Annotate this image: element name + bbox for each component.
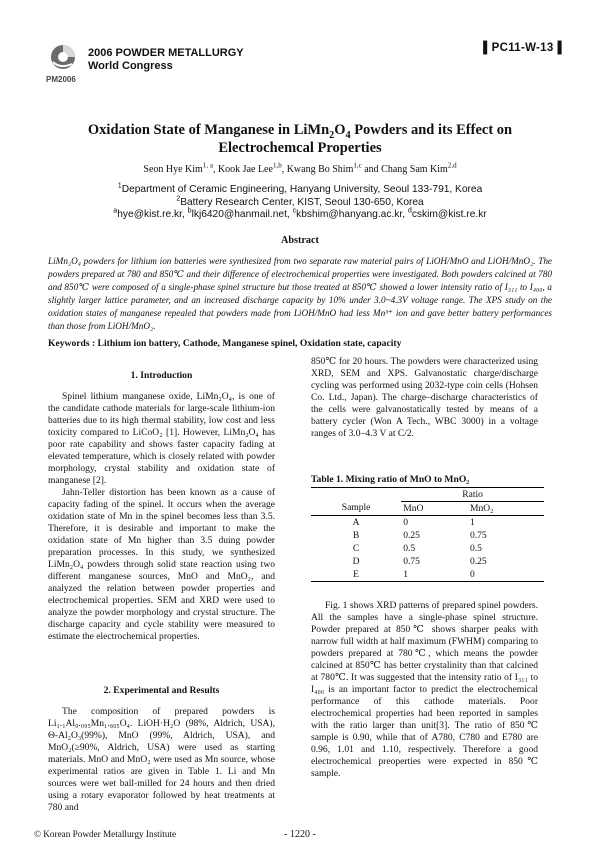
paper-title [40, 121, 560, 157]
email[interactable]: lkj6420@hanmail.net [191, 209, 287, 220]
author-name: Chang Sam Kim [381, 164, 448, 175]
email[interactable]: kbshim@hanyang.ac.kr [296, 209, 403, 220]
section-heading-experimental: 2. Experimental and Results [103, 685, 220, 696]
conference-line-2: World Congress [88, 60, 173, 72]
table-row: C 0.5 0.5 [352, 542, 482, 554]
conference-name [88, 47, 244, 73]
page-number: - 1220 - [284, 829, 316, 840]
author-sup: 1,c [353, 161, 362, 170]
affiliation-1: $^1$Department of Ceramic Engineering, Hanyang University, Seoul 133-791, Korea [117, 181, 483, 195]
email[interactable]: cskim@kist.re.kr [411, 209, 487, 220]
table-row: B 0.25 0.75 [352, 529, 487, 541]
logo-text: PM2006 [46, 75, 76, 84]
column-header: MnO [403, 502, 424, 514]
author-name: Kwang Bo Shim [286, 164, 354, 175]
table-row: D 0.75 0.25 [352, 555, 487, 567]
badge-bar-left: ▌ [483, 42, 492, 54]
intro-paragraph-1: Spinel lithium manganese oxide, LiMn₂O₄, is one of the candidate cathode materials for large-scale lithium-ion batteries due to its high thermal stability, low cost and less toxicity compared to LiCoO₂ [1]. However, LiMn₂O₄ has poor rate capability and shows faster capacity fading at elevated temperature, which is closely related with powder morphology, crystal stability and oxidation state of manganese [2]. [48, 391, 275, 486]
author-name: Seon Hye Kim [143, 164, 203, 175]
pm2006-logo-icon [46, 42, 86, 84]
footer-copyright: © Korean Powder Metallurgy Institute [34, 829, 177, 839]
affiliations [40, 181, 560, 222]
title-line-2: Electrochemcal Properties [218, 140, 382, 156]
author-sup: 2,d [447, 161, 457, 170]
table-caption: Table 1. Mixing ratio of MnO to MnO₂ [311, 474, 470, 485]
author-sup: 1,b [272, 161, 282, 170]
author-name: Kook Jae Lee [217, 164, 273, 175]
page-header [38, 42, 562, 88]
email-list: $^a$hye@kist.re.kr, $^b$lkj6420@hanmail.net, $^c$kbshim@hanyang.ac.kr, $^d$cskim@kist.re.kr [113, 206, 487, 220]
intro-paragraph-2: Jahn-Teller distortion has been known as a cause of capacity fading of the spinel. It occurs when the average oxidation state of Mn in the spinel becomes less than 3.5. Therefore, it is desirable and important to make the oxidation state of Mn higher than 3.5 duing powder preparation processes. In this study, we synthesized LiMn₂O₄ powders through solid state reaction using two different manganese sources, MnO and MnO₂, and analyzed the relation between powder properties and electrochemical properties. SEM and XRD were used to analyze the powder morphology and crystal structure. The discharge capacity and cycle stability were measured to estimate the electrochemical properties. [48, 487, 275, 642]
affiliation-2: $^2$Battery Research Center, KIST, Seoul 130-650, Korea [176, 194, 424, 208]
section-heading-introduction: 1. Introduction [130, 370, 193, 381]
experimental-paragraph-1: The composition of prepared powders is Li₁.₁Al₀.₀₉₅Mn₁.₈₀₅O₄. LiOH·H₂O (98%, Aldrich, USA), Θ-Al₂O₃(99%), MnO (99%, Aldrich, USA), and MnO₂(≥90%, Aldrich, USA) were used as starting materials. MnO and MnO₂ were used as Mn source, whose experimental ratios are given in Table 1. Li and Mn sources were wet ball-milled for 24 hours and then dried using a rotary evaporator followed by heat treatments at 780 and [48, 706, 275, 813]
abstract-text: LiMn₂O₄ powders for lithium ion batteries were synthesized from two separate raw material pairs of LiOH/MnO and LiOH/MnO₂. The powders prepared at 780 and 850℃ and their difference of electrochemical properties were investigated. Both powders calcined at 780 and 850℃ were composed of a single-phase spinel structure but those treated at 850℃ showed a lower intensity ratio of I₃₁₁ to I₄₀₀, a slightly larger lattice parameter, and an increased discharge capacity by 10% under 3.0~4.3V voltage range. The XPS study on the oxidation states of manganese repealed that powders made from LiOH/MnO had less Mn³⁺ ion and gave better battery performances than those from LiOH/MnO₂. [48, 256, 552, 331]
mixing-ratio-table [311, 487, 544, 582]
column-header: Sample [341, 502, 371, 514]
table-row: A 0 1 [311, 516, 544, 530]
abstract-heading: Abstract [281, 235, 319, 246]
author-sup: 1, a [202, 161, 213, 170]
column-header: MnO₂ [470, 502, 494, 514]
conference-line-1: 2006 POWDER METALLURGY [88, 47, 244, 59]
badge-bar-right: ▐ [553, 42, 562, 54]
paper-code-badge [483, 42, 562, 54]
email[interactable]: hye@kist.re.kr [117, 209, 182, 220]
author-list: Seon Hye Kim$^{1, a}$, Kook Jae Lee$^{1,b}$, Kwang Bo Shim$^{1,c}$ and Chang Sam Kim$^{2,d}$ [143, 161, 457, 175]
right-column [311, 356, 538, 780]
experimental-paragraph-continued: 850℃ for 20 hours. The powders were characterized using XRD, SEM and XPS. Galvanostatic charge/discharge cycling was performed using 2032-type coin cells (Hohsen Co. Ltd., Japan). The charge–discharge characteristics of the cells were galvanostatically tested by means of a battery cycler (Won A Tech., WBC 3000) in a voltage ranges of 3.0–4.3 V at C/2. [311, 356, 538, 439]
left-column [48, 354, 275, 814]
paper-code: PC11-W-13 [491, 42, 554, 54]
results-paragraph-fig1: Fig. 1 shows XRD patterns of prepared spinel powders. All the samples have a single-phase spinel structure. Powder prepared at 850℃ shows sharper peaks with narrow full width at half maximum (FWHM) comparing to powders prepared at 780℃, which means the powder calcined at 850℃ has better crystalinity than that calcined at 780℃. It was suggested that the intensity ratio of I₃₁₁ to I₄₀₀ is an important factor to predict the electrochemical performance of this cathode materials. Poor electrochemical properties had been reported in samples with the ratio larger than unit[3]. The ratio of 850℃ sample is 0.90, while that of A780, C780 and E780 are 0.96, 1.01 and 1.10, respectively. Therefore a good electrochemical preoperties were expected in 850℃ sample. [311, 600, 538, 779]
title-line-1: Oxidation State of Manganese in $LiMn_2O_4$ Powders and its Effect on [87, 122, 513, 141]
ratio-group-header: Ratio [401, 488, 544, 502]
keywords: Keywords : Lithium ion battery, Cathode, Manganese spinel, Oxidation state, capacity [48, 338, 402, 349]
table-row: E 1 0 [311, 568, 544, 582]
